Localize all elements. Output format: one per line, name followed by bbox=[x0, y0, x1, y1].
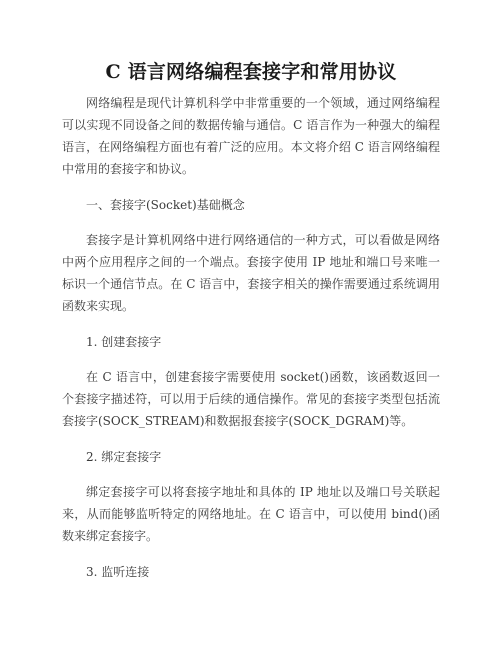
step-heading-bind-socket: 2. 绑定套接字 bbox=[86, 450, 162, 464]
socket-basics-paragraph: 套接字是计算机网络中进行网络通信的一种方式，可以看做是网络中两个应用程序之间的一个端点。套接字使用 IP 地址和端口号来唯一标识一个通信节点。在 C 语言中，套接字相关的操作需要通过系统调用函数来实现。 bbox=[62, 233, 440, 313]
intro-paragraph: 网络编程是现代计算机科学中非常重要的一个领域，通过网络编程可以实现不同设备之间的数据传输与通信。C 语言作为一种强大的编程语言，在网络编程方面也有着广泛的应用。本文将介绍 C 语言网络编程中常用的套接字和协议。 bbox=[62, 96, 440, 176]
step-heading-create-socket: 1. 创建套接字 bbox=[86, 335, 162, 349]
create-socket-paragraph: 在 C 语言中，创建套接字需要使用 socket()函数，该函数返回一个套接字描述符，可以用于后续的通信操作。常见的套接字类型包括流套接字(SOCK_STREAM)和数据报套接字(SOCK_DGRAM)等。 bbox=[62, 370, 440, 428]
section-heading-socket-basics: 一、套接字(Socket)基础概念 bbox=[86, 198, 245, 212]
step-heading-listen: 3. 监听连接 bbox=[86, 565, 150, 579]
document-title: C 语言网络编程套接字和常用协议 bbox=[105, 61, 397, 83]
bind-socket-paragraph: 绑定套接字可以将套接字地址和具体的 IP 地址以及端口号关联起来，从而能够监听特定的网络地址。在 C 语言中，可以使用 bind()函数来绑定套接字。 bbox=[62, 485, 440, 543]
document-body bbox=[62, 92, 440, 583]
